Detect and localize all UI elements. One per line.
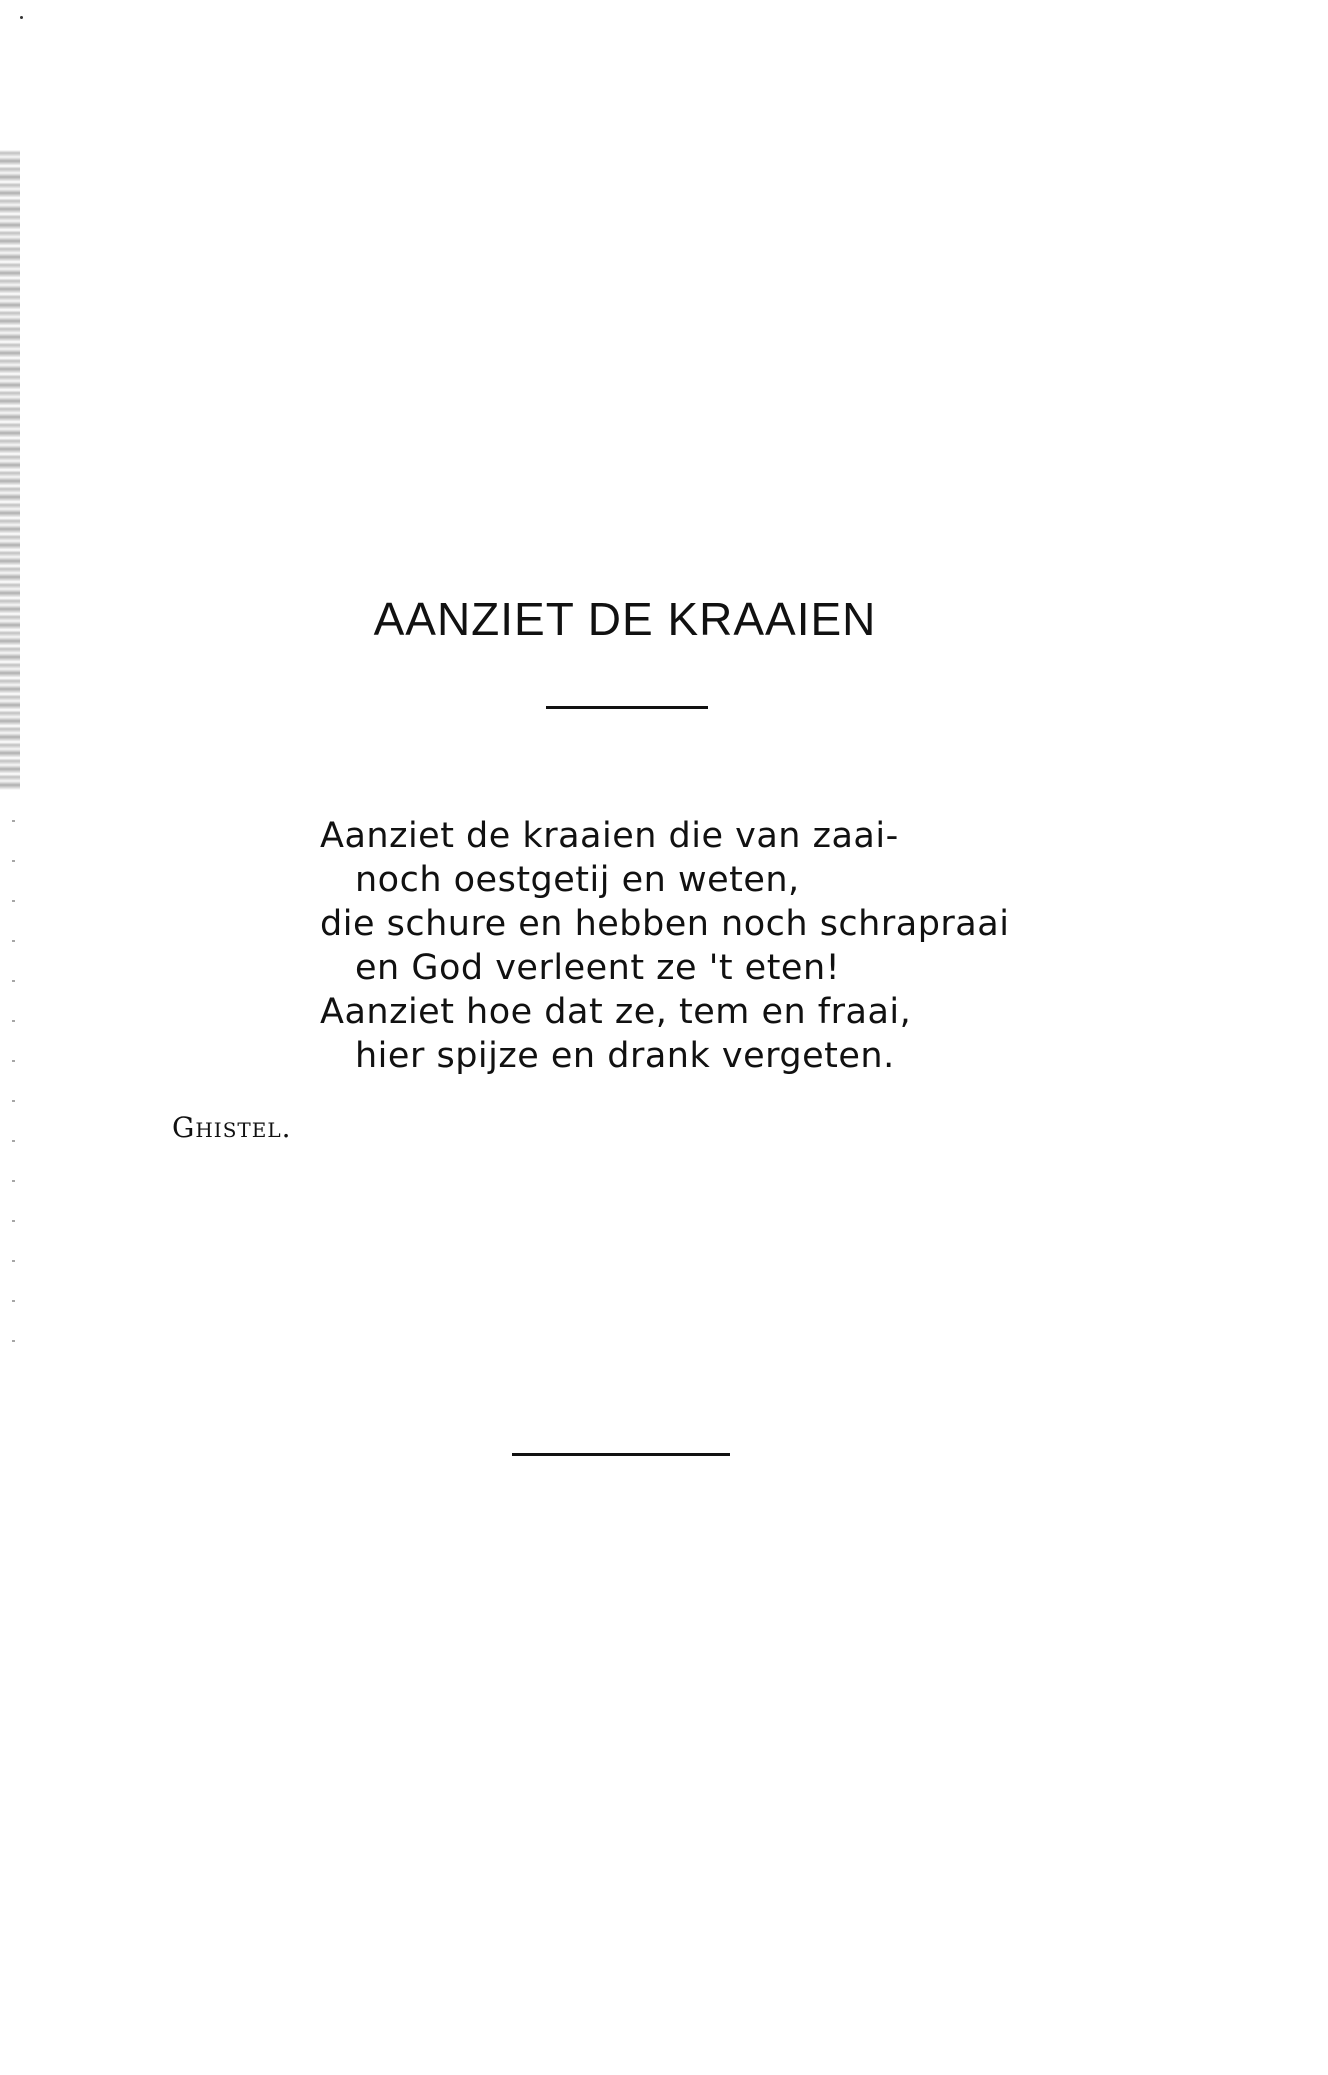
- scan-speck: [20, 16, 23, 19]
- poem-stanza: [320, 814, 1040, 1078]
- poem-line: en God verleent ze 't eten!: [355, 948, 841, 988]
- scan-margin-specks: [12, 820, 15, 1360]
- poem-line: die schure en hebben noch schrapraai: [320, 904, 1010, 944]
- poem-title: AANZIET DE KRAAIEN: [373, 593, 877, 645]
- end-divider: [512, 1453, 730, 1456]
- title-divider: [546, 706, 708, 709]
- poem-line: Aanziet hoe dat ze, tem en fraai,: [320, 992, 912, 1032]
- scan-binding-edge: [0, 150, 20, 790]
- poem-line: Aanziet de kraaien die van zaai-: [320, 816, 899, 856]
- poem-line: noch oestgetij en weten,: [355, 860, 800, 900]
- poem-line: hier spijze en drank vergeten.: [355, 1036, 895, 1076]
- author-signature: Ghistel.: [172, 1111, 292, 1144]
